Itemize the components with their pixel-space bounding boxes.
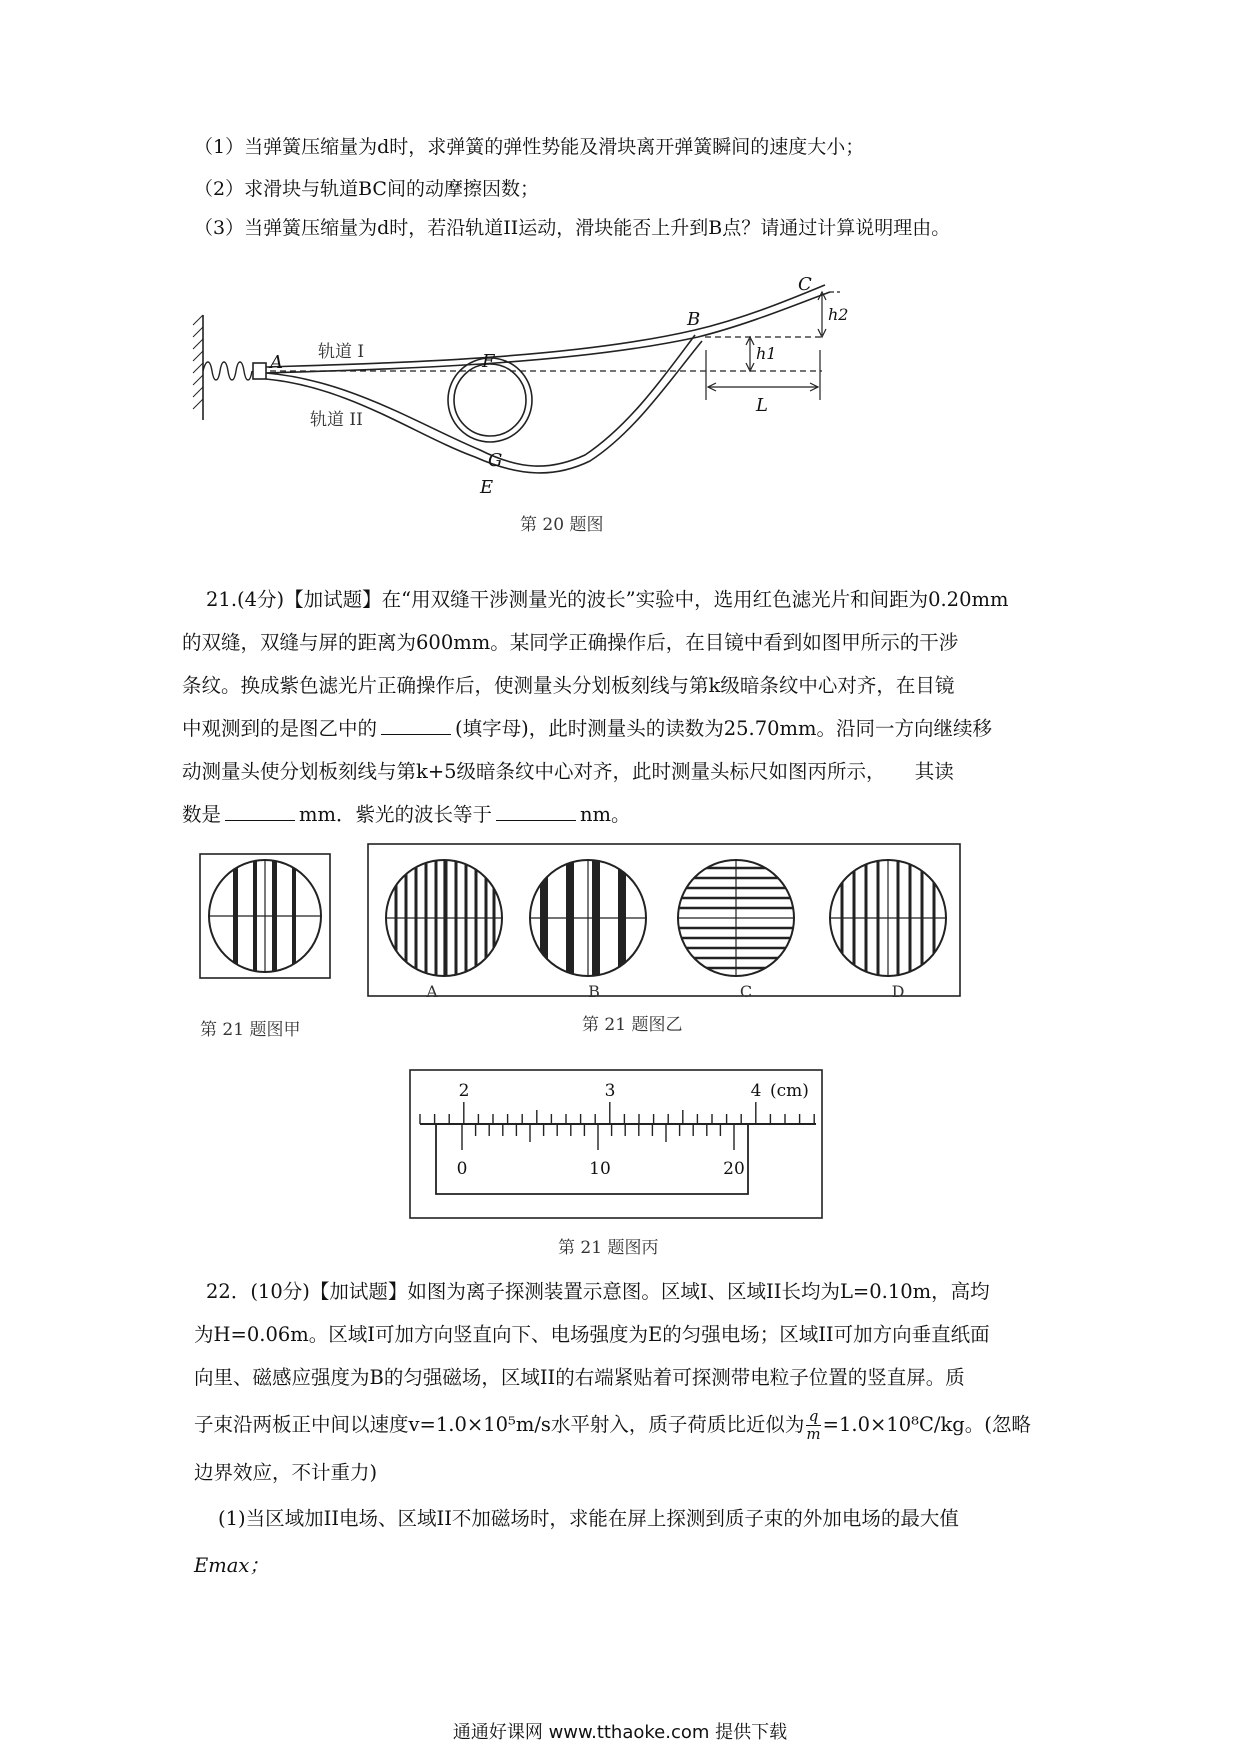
label-track-1: 轨道 I bbox=[318, 342, 365, 362]
wall-hatch bbox=[193, 315, 203, 409]
frac-denominator: m bbox=[806, 1425, 821, 1443]
vernier-label-10: 10 bbox=[589, 1159, 611, 1179]
q21-line-4b: (填字母)，此时测量头的读数为25.70mm。沿同一方向继续移 bbox=[455, 717, 993, 740]
q21-line-4 bbox=[182, 707, 1058, 750]
figure-21-jia-caption: 第 21 题图甲 bbox=[200, 1020, 301, 1040]
label-h1: h1 bbox=[756, 344, 777, 363]
option-C-label: C bbox=[739, 982, 753, 1001]
caliper-unit: (cm) bbox=[770, 1081, 809, 1101]
figure-21-jia bbox=[198, 852, 333, 982]
q22-line-4b: =1.0×10⁸C/kg。(忽略 bbox=[822, 1413, 1031, 1436]
figure-21-bing-caliper bbox=[408, 1066, 828, 1226]
q21-line-5: 动测量头使分划板刻线与第k+5级暗条纹中心对齐，此时测量头标尺如图丙所示， 其读 bbox=[182, 760, 954, 783]
label-F: F bbox=[482, 351, 495, 372]
figure-21-yi-caption: 第 21 题图乙 bbox=[582, 1015, 683, 1035]
answer-blank-reading[interactable] bbox=[225, 802, 295, 821]
vernier-label-20: 20 bbox=[723, 1159, 745, 1179]
q22-line-1: 22．(10分)【加试题】如图为离子探测装置示意图。区域I、区域II长均为L=0.10m，高均 bbox=[206, 1280, 990, 1303]
q21-paragraph bbox=[182, 578, 1058, 836]
q21-line-6a: 数是 bbox=[182, 803, 222, 826]
option-A-label: A bbox=[426, 982, 438, 1001]
label-h2: h2 bbox=[828, 305, 849, 324]
q22-line-6: (1)当区域加II电场、区域II不加磁场时，求能在屏上探测到质子束的外加电场的最大值 bbox=[218, 1507, 959, 1530]
q22-line-4 bbox=[194, 1399, 1058, 1451]
page-footer: 通通好课网 www.tthaoke.com 提供下载 bbox=[452, 1722, 788, 1743]
option-D-label: D bbox=[891, 982, 905, 1001]
label-B: B bbox=[687, 309, 701, 330]
q21-line-6b: mm．紫光的波长等于 bbox=[299, 803, 492, 826]
q22-line-3: 向里、磁感应强度为B的匀强磁场，区域II的右端紧贴着可探测带电粒子位置的竖直屏。质 bbox=[194, 1366, 965, 1389]
label-track-2: 轨道 II bbox=[310, 410, 363, 430]
main-label-3: 3 bbox=[604, 1081, 616, 1101]
spring bbox=[203, 362, 252, 380]
q21-line-6 bbox=[182, 793, 1058, 836]
answer-blank-wavelength[interactable] bbox=[496, 802, 576, 821]
figure-21-yi bbox=[366, 840, 966, 1005]
q22-line-5: 边界效应，不计重力) bbox=[194, 1461, 378, 1484]
q20-sub3: （3）当弹簧压缩量为d时，若沿轨道II运动，滑块能否上升到B点？请通过计算说明理由。 bbox=[194, 217, 951, 239]
slider-block bbox=[253, 363, 266, 379]
q22-line-7: Emax； bbox=[194, 1554, 269, 1577]
q21-line-4a: 中观测到的是图乙中的 bbox=[182, 717, 378, 740]
figure-21-bing-caption: 第 21 题图丙 bbox=[558, 1238, 659, 1258]
q20-sub2: （2）求滑块与轨道BC间的动摩擦因数； bbox=[194, 178, 539, 200]
answer-blank-letter[interactable] bbox=[381, 716, 451, 735]
q21-line-2: 的双缝，双缝与屏的距离为600mm。某同学正确操作后，在目镜中看到如图甲所示的干涉 bbox=[182, 631, 959, 654]
q20-sub1: （1）当弹簧压缩量为d时，求弹簧的弹性势能及滑块离开弹簧瞬间的速度大小； bbox=[194, 136, 865, 158]
label-G: G bbox=[488, 450, 503, 471]
q22-paragraph bbox=[194, 1270, 1058, 1587]
option-B-label: B bbox=[588, 982, 600, 1001]
figure-20-caption: 第 20 题图 bbox=[520, 515, 604, 535]
main-label-4: 4 bbox=[750, 1081, 762, 1101]
q22-line-2: 为H=0.06m。区域I可加方向竖直向下、电场强度为E的匀强电场；区域II可加方向垂直纸面 bbox=[194, 1323, 990, 1346]
figure-20-track-diagram bbox=[190, 275, 950, 535]
main-label-2: 2 bbox=[458, 1081, 470, 1101]
q21-line-6c: nm。 bbox=[580, 803, 631, 826]
vernier-label-0: 0 bbox=[456, 1159, 468, 1179]
label-E: E bbox=[480, 477, 494, 498]
label-L: L bbox=[756, 395, 768, 416]
label-C: C bbox=[798, 275, 812, 295]
label-A: A bbox=[270, 352, 283, 373]
frac-numerator: q bbox=[806, 1408, 820, 1426]
q21-line-1: 21.(4分)【加试题】在“用双缝干涉测量光的波长”实验中，选用红色滤光片和间距为0.20mm bbox=[206, 588, 1009, 611]
q22-line-4a: 子束沿两板正中间以速度v=1.0×10⁵m/s水平射入，质子荷质比近似为 bbox=[194, 1413, 805, 1436]
q21-line-3: 条纹。换成紫色滤光片正确操作后，使测量头分划板刻线与第k级暗条纹中心对齐，在目镜 bbox=[182, 674, 955, 697]
charge-mass-ratio bbox=[806, 1408, 820, 1443]
